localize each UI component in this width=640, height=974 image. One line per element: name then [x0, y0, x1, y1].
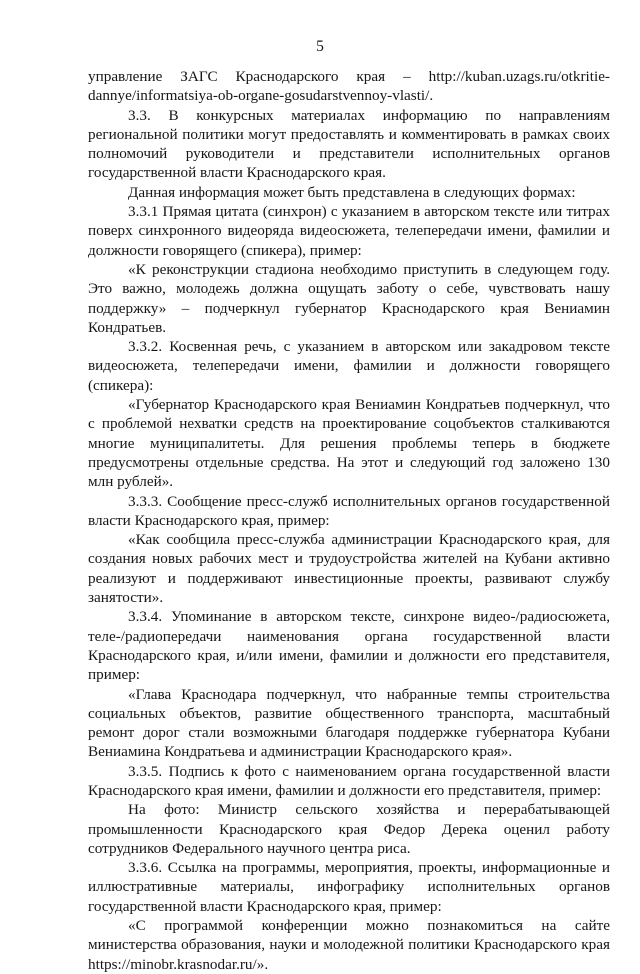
paragraph-3-3-5: 3.3.5. Подпись к фото с наименованием органа государственной власти Краснодарского края имени, фамилии и должности его представителя, пример:	[88, 762, 610, 799]
example-indirect-speech: «Губернатор Краснодарского края Вениамин Кондратьев подчеркнул, что с проблемой нехватки средств на проектирование соцобъектов сталкиваются многие муниципалитеты. Для решения проблемы теперь в бюджете предусмотрены отдельные средства. На этот и следующий год заложено 130 млн рублей».	[88, 396, 610, 491]
example-press-service: «Как сообщила пресс-служба администрации Краснодарского края, для создания новых рабочих мест и трудоустройства жителей на Кубани активно реализуют и поддерживают инвестиционные проекты, развивают службу занятости».	[88, 531, 610, 607]
paragraph-3-3-6: 3.3.6. Ссылка на программы, мероприятия, проекты, информационные и иллюстративные материалы, инфографику исполнительных органов государственной власти Краснодарского края, пример:	[88, 859, 610, 915]
paragraph-3-3: 3.3. В конкурсных материалах информацию по направлениям региональной политики могут предоставлять и комментировать в рамках своих полномочий руководители и представители исполнительных органов государственной власти Краснодарского края.	[88, 106, 610, 182]
paragraph-3-3-3: 3.3.3. Сообщение пресс-служб исполнительных органов государственной власти Краснодарского края, пример:	[88, 492, 610, 529]
paragraph-forms-intro: Данная информация может быть представлена в следующих формах:	[128, 183, 576, 201]
paragraph-3-3-4: 3.3.4. Упоминание в авторском тексте, синхроне видео-/радиосюжета, теле-/радиопередачи наименования органа государственной власти Краснодарского края, и/или имени, фамилии и должности его представителя, пример:	[88, 608, 610, 684]
paragraph-3-3-1: 3.3.1 Прямая цитата (синхрон) с указанием в авторском тексте или титрах поверх синхронного видеоряда видеосюжета, телепередачи имени, фамилии и должности говорящего (спикера), пример:	[88, 203, 610, 259]
example-photo-caption: На фото: Министр сельского хозяйства и перерабатывающей промышленности Краснодарского края Федор Дерека оценил работу сотрудников Федерального научного центра риса.	[88, 801, 610, 857]
example-direct-quote: «К реконструкции стадиона необходимо приступить в следующем году. Это важно, молодежь должна ощущать заботу о себе, чувствовать нашу поддержку» – подчеркнул губернатор Краснодарского края Вениамин Кондратьев.	[88, 260, 610, 336]
document-body	[88, 67, 610, 974]
paragraph-zags-link: управление ЗАГС Краснодарского края – http://kuban.uzags.ru/otkritie-dannye/informatsiya-ob-organe-gosudarstvennoy-vlasti/.	[88, 68, 610, 105]
page-number: 5	[316, 38, 324, 55]
example-mention: «Глава Краснодара подчеркнул, что набранные темпы строительства социальных объектов, развитие общественного транспорта, масштабный ремонт дорог стали возможными благодаря поддержке губернатора Кубани Вениамина Кондратьева и администрации Краснодарского края».	[88, 685, 610, 761]
paragraph-3-3-2: 3.3.2. Косвенная речь, с указанием в авторском или закадровом тексте видеосюжета, телепередачи имени, фамилии и должности говорящего (спикера):	[88, 338, 610, 394]
example-program-link: «С программой конференции можно познакомиться на сайте министерства образования, науки и молодежной политики Краснодарского края https://minobr.krasnodar.ru/».	[88, 917, 610, 973]
